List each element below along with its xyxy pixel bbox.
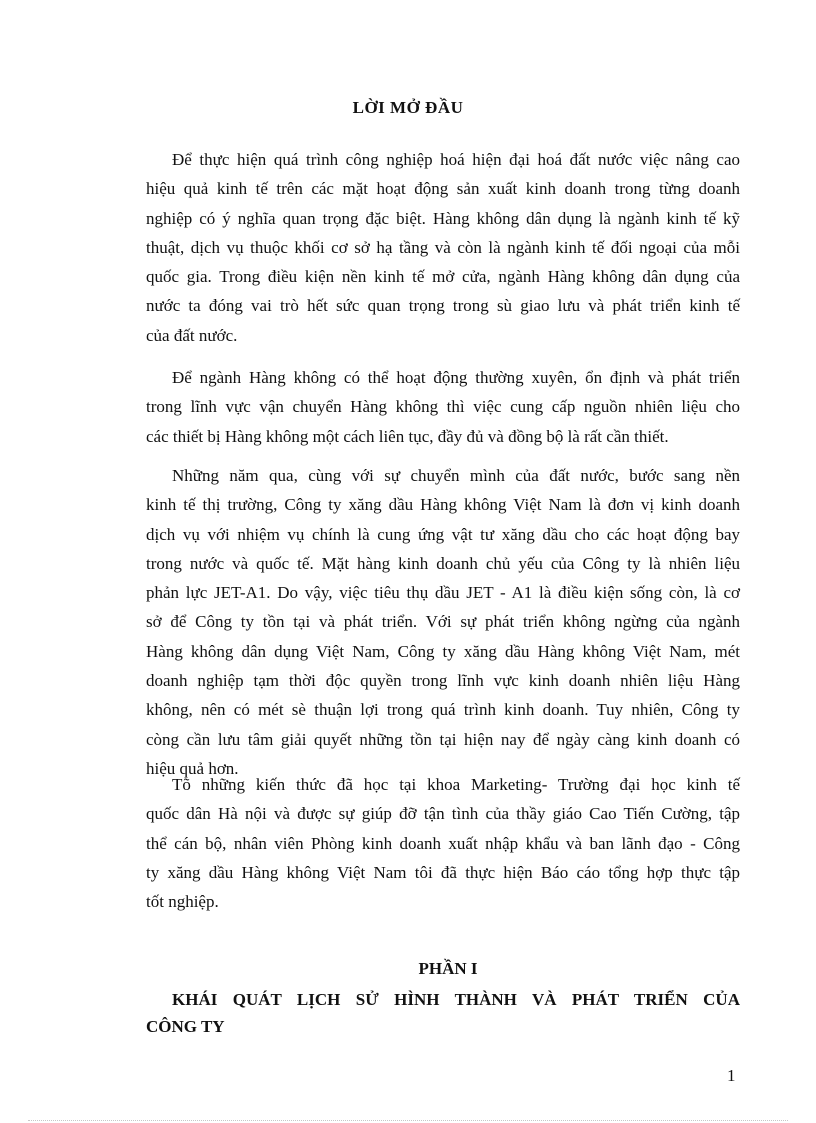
paragraph-line: hiệu quả hơn. — [146, 758, 239, 778]
part-heading — [146, 986, 740, 1040]
part-heading-line: CÔNG TY — [146, 1017, 225, 1036]
paragraph-line: của đất nước. — [146, 325, 238, 345]
page-title: LỜI MỞ ĐẦU — [352, 98, 464, 117]
paragraph-line: nước ta đóng vai trò hết sức quan trọng trong sù giao lưu và phát triển kinh tế — [146, 296, 740, 316]
paragraph-line: doanh nghiệp tạm thời độc quyền trong lĩnh vực kinh doanh nhiên liệu Hàng — [146, 671, 740, 691]
paragraph-line: Tõ những kiến thức đã học tại khoa Marketing- Trường đại học kinh tế — [172, 775, 740, 794]
paragraph-line: nghiệp có ý nghĩa quan trọng đặc biệt. Hàng không dân dụng là ngành kinh tế kỹ — [146, 208, 740, 228]
paragraph-line: Những năm qua, cùng với sự chuyển mình của đất nước, bước sang nền — [172, 466, 740, 485]
paragraph-line: phản lực JET-A1. Do vậy, việc tiêu thụ dầu JET - A1 là điều kiện sống còn, là cơ — [146, 583, 740, 603]
paragraph-line: ty xăng dầu Hàng không Việt Nam tôi đã thực hiện Báo cáo tổng hợp thực tập — [146, 862, 740, 882]
paragraph-line: quốc dân Hà nội và được sự giúp đỡ tận tình của thầy giáo Cao Tiến Cường, tập — [146, 804, 740, 824]
paragraph-line: Để thực hiện quá trình công nghiệp hoá hiện đại hoá đất nước việc nâng cao — [172, 150, 740, 169]
paragraph-line: quốc gia. Trong điều kiện nền kinh tế mở cửa, ngành Hàng không dân dụng của — [146, 267, 740, 287]
part-label: PHẦN I — [418, 959, 478, 978]
paragraph-line: sở để Công ty tồn tại và phát triển. Với sự phát triển không ngừng của ngành — [146, 612, 740, 632]
paragraph-line: hiệu quả kinh tế trên các mặt hoạt động sản xuất kinh doanh trong từng doanh — [146, 179, 740, 199]
paragraph-line: thuật, dịch vụ thuộc khối cơ sở hạ tầng và còn là ngành kinh tế đối ngoại của mỗi — [146, 237, 740, 257]
footer-divider — [28, 1120, 788, 1121]
paragraph-4 — [146, 770, 740, 916]
paragraph-line: các thiết bị Hàng không một cách liên tục, đầy đủ và đồng bộ là rất cần thiết. — [146, 426, 669, 446]
paragraph-line: Để ngành Hàng không có thể hoạt động thường xuyên, ổn định và phát triển — [172, 368, 740, 387]
paragraph-line: kinh tế thị trường, Công ty xăng dầu Hàng không Việt Nam là đơn vị kinh doanh — [146, 495, 740, 515]
paragraph-1 — [146, 145, 740, 350]
paragraph-line: tốt nghiệp. — [146, 892, 219, 912]
paragraph-3 — [146, 461, 740, 783]
paragraph-line: dịch vụ với nhiệm vụ chính là cung ứng vật tư xăng dầu cho các hoạt động bay — [146, 524, 740, 544]
page-number: 1 — [727, 1066, 736, 1085]
paragraph-line: còng cần lưu tâm giải quyết những tồn tại hiện nay để ngày càng kinh doanh có — [146, 729, 740, 749]
paragraph-line: Hàng không dân dụng Việt Nam, Công ty xăng dầu Hàng không Việt Nam, mét — [146, 641, 740, 661]
paragraph-line: không, nên có mét sè thuận lợi trong quá trình kinh doanh. Tuy nhiên, Công ty — [146, 700, 740, 720]
paragraph-line: trong lĩnh vực vận chuyển Hàng không thì việc cung cấp nguồn nhiên liệu cho — [146, 397, 740, 417]
part-heading-line: KHÁI QUÁT LỊCH SỬ HÌNH THÀNH VÀ PHÁT TRIỂN CỦA — [172, 990, 740, 1009]
paragraph-line: trong nước và quốc tế. Mặt hàng kinh doanh chủ yếu của Công ty là nhiên liệu — [146, 553, 740, 573]
paragraph-2 — [146, 363, 740, 451]
paragraph-line: thể cán bộ, nhân viên Phòng kinh doanh xuất nhập khẩu và ban lãnh đạo - Công — [146, 833, 740, 853]
